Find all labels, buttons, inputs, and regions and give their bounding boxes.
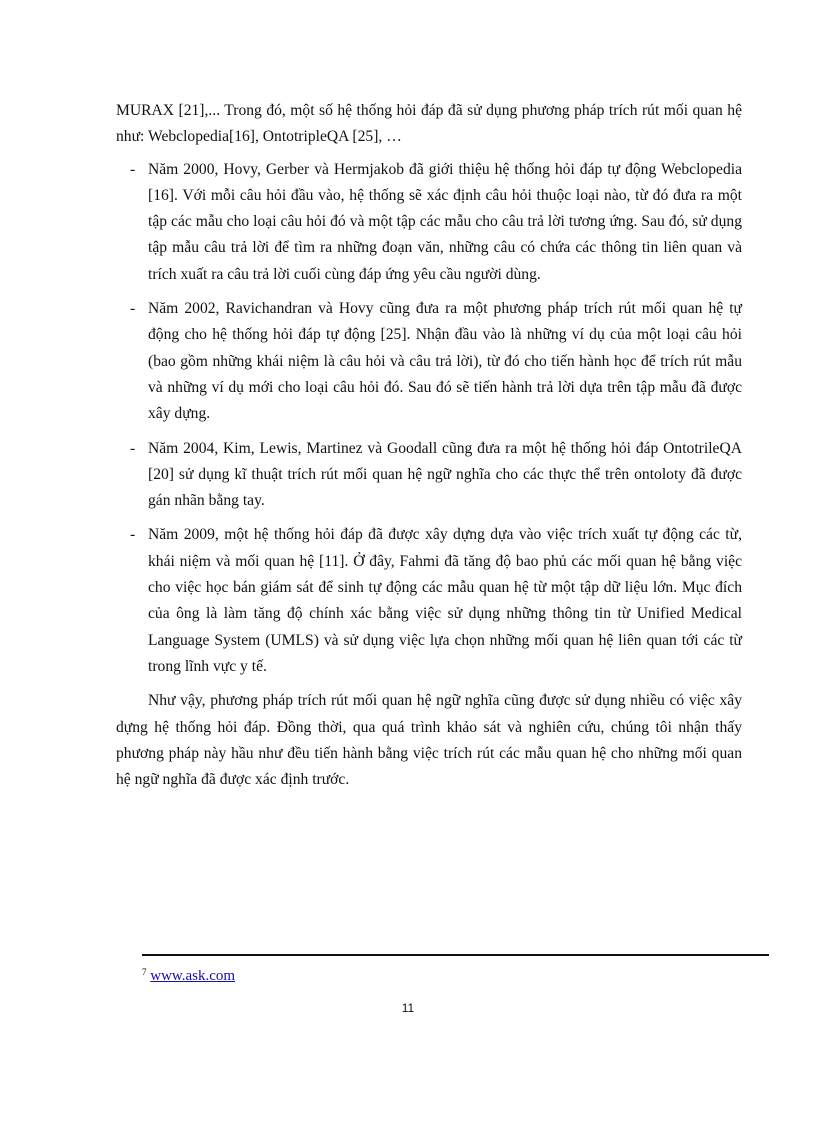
bullet-marker: - <box>130 300 136 318</box>
footnote-divider <box>142 954 769 956</box>
list-item <box>116 436 742 515</box>
bullet-marker: - <box>130 526 136 544</box>
bullet-text: Năm 2000, Hovy, Gerber và Hermjakob đã giới thiệu hệ thống hỏi đáp tự động Webclopedia [16]. Với mỗi câu hỏi đầu vào, hệ thống sẽ xác định câu hỏi thuộc loại nào, từ đó đưa ra một tập các mẫu cho loại câu hỏi đó và một tập các mẫu cho câu trả lời tương ứng. Sau đó, sử dụng tập mẫu câu trả lời để tìm ra những đoạn văn, những câu có chứa các thông tin liên quan và trích xuất ra câu trả lời cuối cùng đáp ứng yêu cầu người dùng. <box>148 160 742 283</box>
intro-paragraph: MURAX [21],... Trong đó, một số hệ thống hỏi đáp đã sử dụng phương pháp trích rút mối quan hệ như: Webclopedia[16], OntotripleQA [25], … <box>116 102 742 146</box>
bullet-marker: - <box>130 160 136 178</box>
footnote-link[interactable]: www.ask.com <box>150 968 236 984</box>
page-number: 11 <box>401 1001 415 1015</box>
bullet-marker: - <box>130 439 136 457</box>
bullet-text: Năm 2004, Kim, Lewis, Martinez và Goodall cũng đưa ra một hệ thống hỏi đáp OntotrileQA [20] sử dụng kĩ thuật trích rút mối quan hệ ngữ nghĩa cho các thực thể trên ontoloty đã được gán nhãn bằng tay. <box>148 439 742 510</box>
list-item <box>116 296 742 427</box>
footnote <box>142 962 235 986</box>
bullet-text: Năm 2002, Ravichandran và Hovy cũng đưa ra một phương pháp trích rút mối quan hệ tự động cho hệ thống hỏi đáp tự động [25]. Nhận đầu vào là những ví dụ của một loại câu hỏi (bao gồm những khái niệm là câu hỏi và câu trả lời), từ đó cho tiến hành học để trích rút mẫu và những ví dụ mới cho loại câu hỏi đó. Sau đó sẽ tiến hành trả lời dựa trên tập mẫu đã được xây dựng. <box>148 300 742 423</box>
footnote-number: 7 <box>142 967 147 977</box>
conclusion-paragraph: Như vậy, phương pháp trích rút mối quan hệ ngữ nghĩa cũng được sử dụng nhiều có việc xây dựng hệ thống hỏi đáp. Đồng thời, qua quá trình khảo sát và nghiên cứu, chúng tôi nhận thấy phương pháp này hầu như đều tiến hành bằng việc trích rút các mẫu quan hệ cho những mối quan hệ ngữ nghĩa đã được xác định trước. <box>116 692 742 789</box>
list-item <box>116 157 742 288</box>
bullet-list <box>116 157 742 681</box>
body-text <box>116 98 742 793</box>
bullet-text: Năm 2009, một hệ thống hỏi đáp đã được xây dựng dựa vào việc trích xuất tự động các từ, khái niệm và mối quan hệ [11]. Ở đây, Fahmi đã tăng độ bao phủ các mối quan hệ bằng việc cho việc học bán giám sát để sinh tự động các mẫu quan hệ từ một tập dữ liệu lớn. Mục đích của ông là làm tăng độ chính xác bằng việc sử dụng những thông tin từ Unified Medical Language System (UMLS) và sử dụng việc lựa chọn những mối quan hệ liên quan tới các từ trong lĩnh vực y tế. <box>148 526 742 675</box>
list-item <box>116 522 742 680</box>
